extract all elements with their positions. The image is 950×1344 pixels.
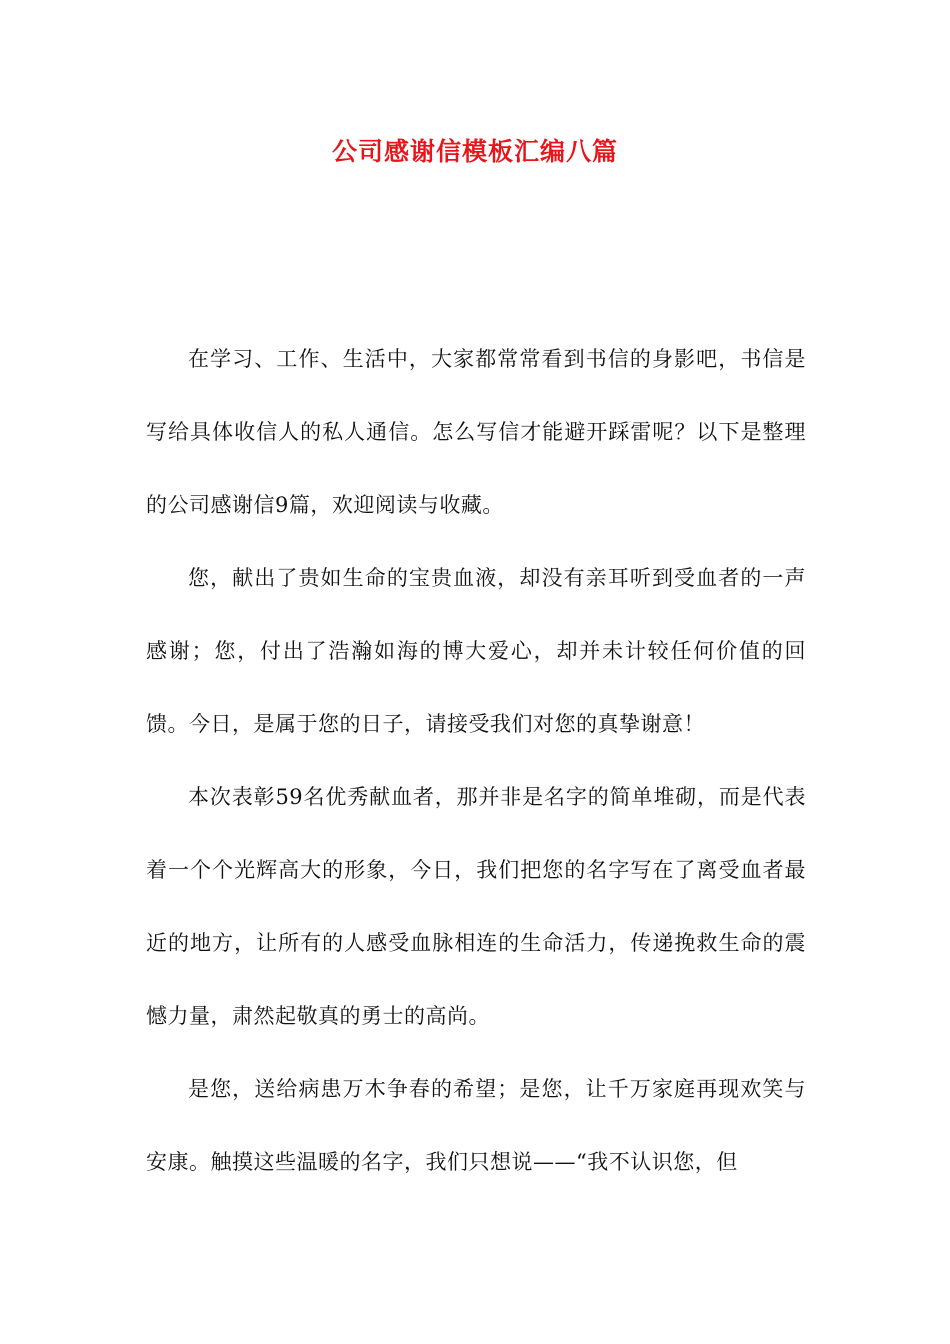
paragraph-commendation: 本次表彰59名优秀献血者，那并非是名字的简单堆砌，而是代表着一个个光辉高大的形象，今日，我们把您的名字写在了离受血者最近的地方，让所有的人感受血脉相连的生命活力，传递挽救生命的震憾力量，肃然起敬真的勇士的高尚。: [146, 785, 806, 1028]
document-body: [146, 323, 806, 1199]
paragraph-hope: 是您，送给病患万木争春的希望；是您，让千万家庭再现欢笑与安康。触摸这些温暖的名字，我们只想说——“我不认识您，但: [146, 1077, 806, 1174]
paragraph-intro: 在学习、工作、生活中，大家都常常看到书信的身影吧，书信是写给具体收信人的私人通信。怎么写信才能避开踩雷呢？以下是整理的公司感谢信9篇，欢迎阅读与收藏。: [146, 347, 806, 517]
document-title: 公司感谢信模板汇编八篇: [331, 137, 618, 166]
paragraph-thanks-donors: 您，献出了贵如生命的宝贵血液，却没有亲耳听到受血者的一声感谢；您，付出了浩瀚如海的博大爱心，却并未计较任何价值的回馈。今日，是属于您的日子，请接受我们对您的真挚谢意！: [146, 566, 806, 736]
